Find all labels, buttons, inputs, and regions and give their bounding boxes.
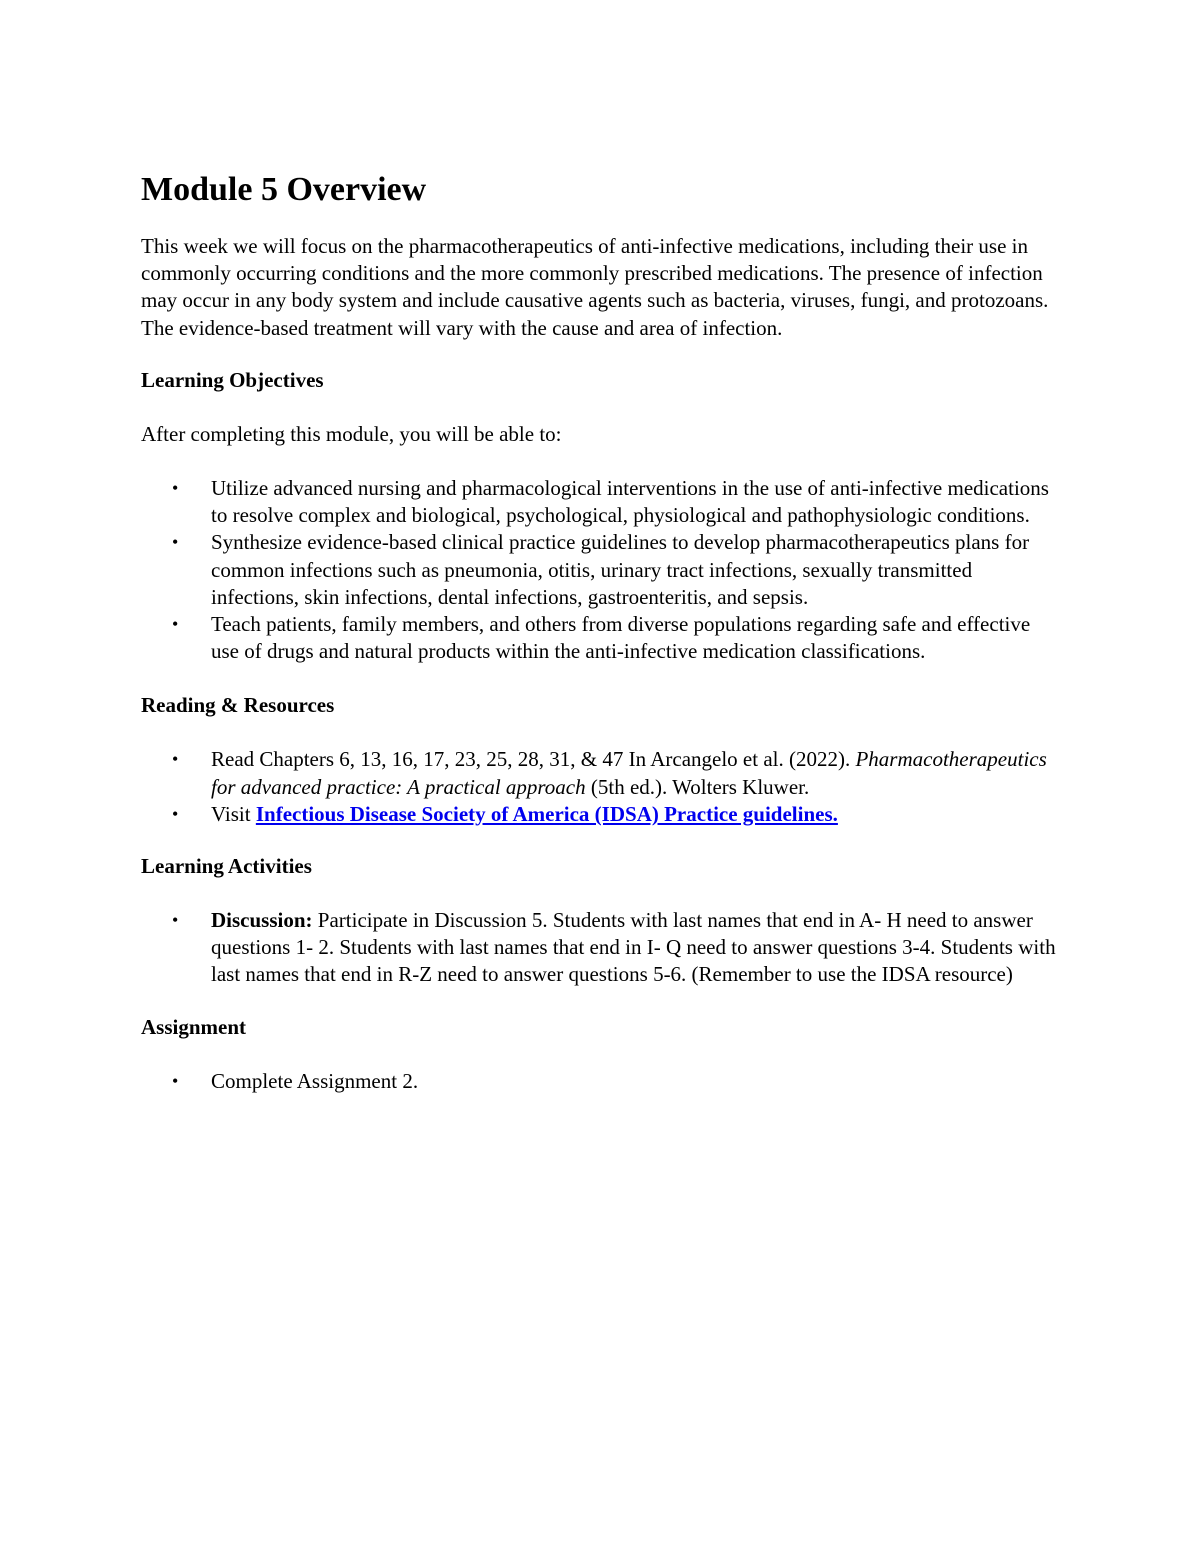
learning-activities-heading: Learning Activities [141,854,312,879]
list-item [141,746,1061,800]
bullet-icon: • [172,910,179,931]
objectives-list [141,475,1061,665]
objective-text: Utilize advanced nursing and pharmacological interventions in the use of anti-infective medications to resolve complex and biological, psychological, physiological and pathophysiologic conditions. [211,476,1049,528]
bullet-icon: • [172,532,179,553]
bullet-icon: • [172,1070,179,1091]
learning-objectives-heading: Learning Objectives [141,367,324,392]
assignment-list [141,1068,1061,1095]
bullet-icon: • [172,614,179,635]
assignment-text: Complete Assignment 2. [211,1068,419,1093]
discussion-label: Discussion: [211,908,313,933]
bullet-icon: • [172,478,179,499]
assignment-heading: Assignment [141,1014,247,1039]
list-item [141,475,1061,529]
objectives-lead: After completing this module, you will be able to: [141,421,562,446]
list-item [141,801,1061,828]
objective-text: Synthesize evidence-based clinical practice guidelines to develop pharmacotherapeutics plans for common infections such as pneumonia, otitis, urinary tract infections, sexually transmitted infections, skin infections, dental infections, gastroenteritis, and sepsis. [211,530,1030,609]
reading-list [141,746,1061,828]
list-item [141,907,1061,989]
list-item [141,1068,1061,1095]
page-title: Module 5 Overview [141,171,427,208]
document-page [141,168,1061,1095]
objective-text: Teach patients, family members, and others from diverse populations regarding safe and effective use of drugs and natural products within the anti-infective medication classifications. [211,612,1031,664]
visit-prefix: Visit [211,801,256,826]
activities-list [141,907,1061,989]
list-item [141,611,1061,665]
book-title: Pharmacotherapeutics for advanced practice: A practical approach [211,747,1047,799]
reading-suffix: (5th ed.). Wolters Kluwer. [585,774,810,799]
bullet-icon: • [172,803,179,824]
reading-resources-heading: Reading & Resources [141,693,335,718]
discussion-text: Participate in Discussion 5. Students with last names that end in A- H need to answer questions 1- 2. Students with last names that end in I- Q need to answer questions 3-4. Students with last names that end in R-Z need to answer questions 5-6. (Remember to use the IDSA resource) [211,908,1056,987]
bullet-icon: • [172,749,179,770]
reading-prefix: Read Chapters 6, 13, 16, 17, 23, 25, 28, 31, & 47 In Arcangelo et al. (2022). [211,747,856,772]
intro-paragraph: This week we will focus on the pharmacotherapeutics of anti-infective medications, including their use in commonly occurring conditions and the more commonly prescribed medications. The presence of infection may occur in any body system and include causative agents such as bacteria, viruses, fungi, and protozoans. The evidence-based treatment will vary with the cause and area of infection. [141,234,1049,340]
list-item [141,529,1061,611]
idsa-guidelines-link[interactable]: Infectious Disease Society of America (IDSA) Practice guidelines. [255,801,838,826]
